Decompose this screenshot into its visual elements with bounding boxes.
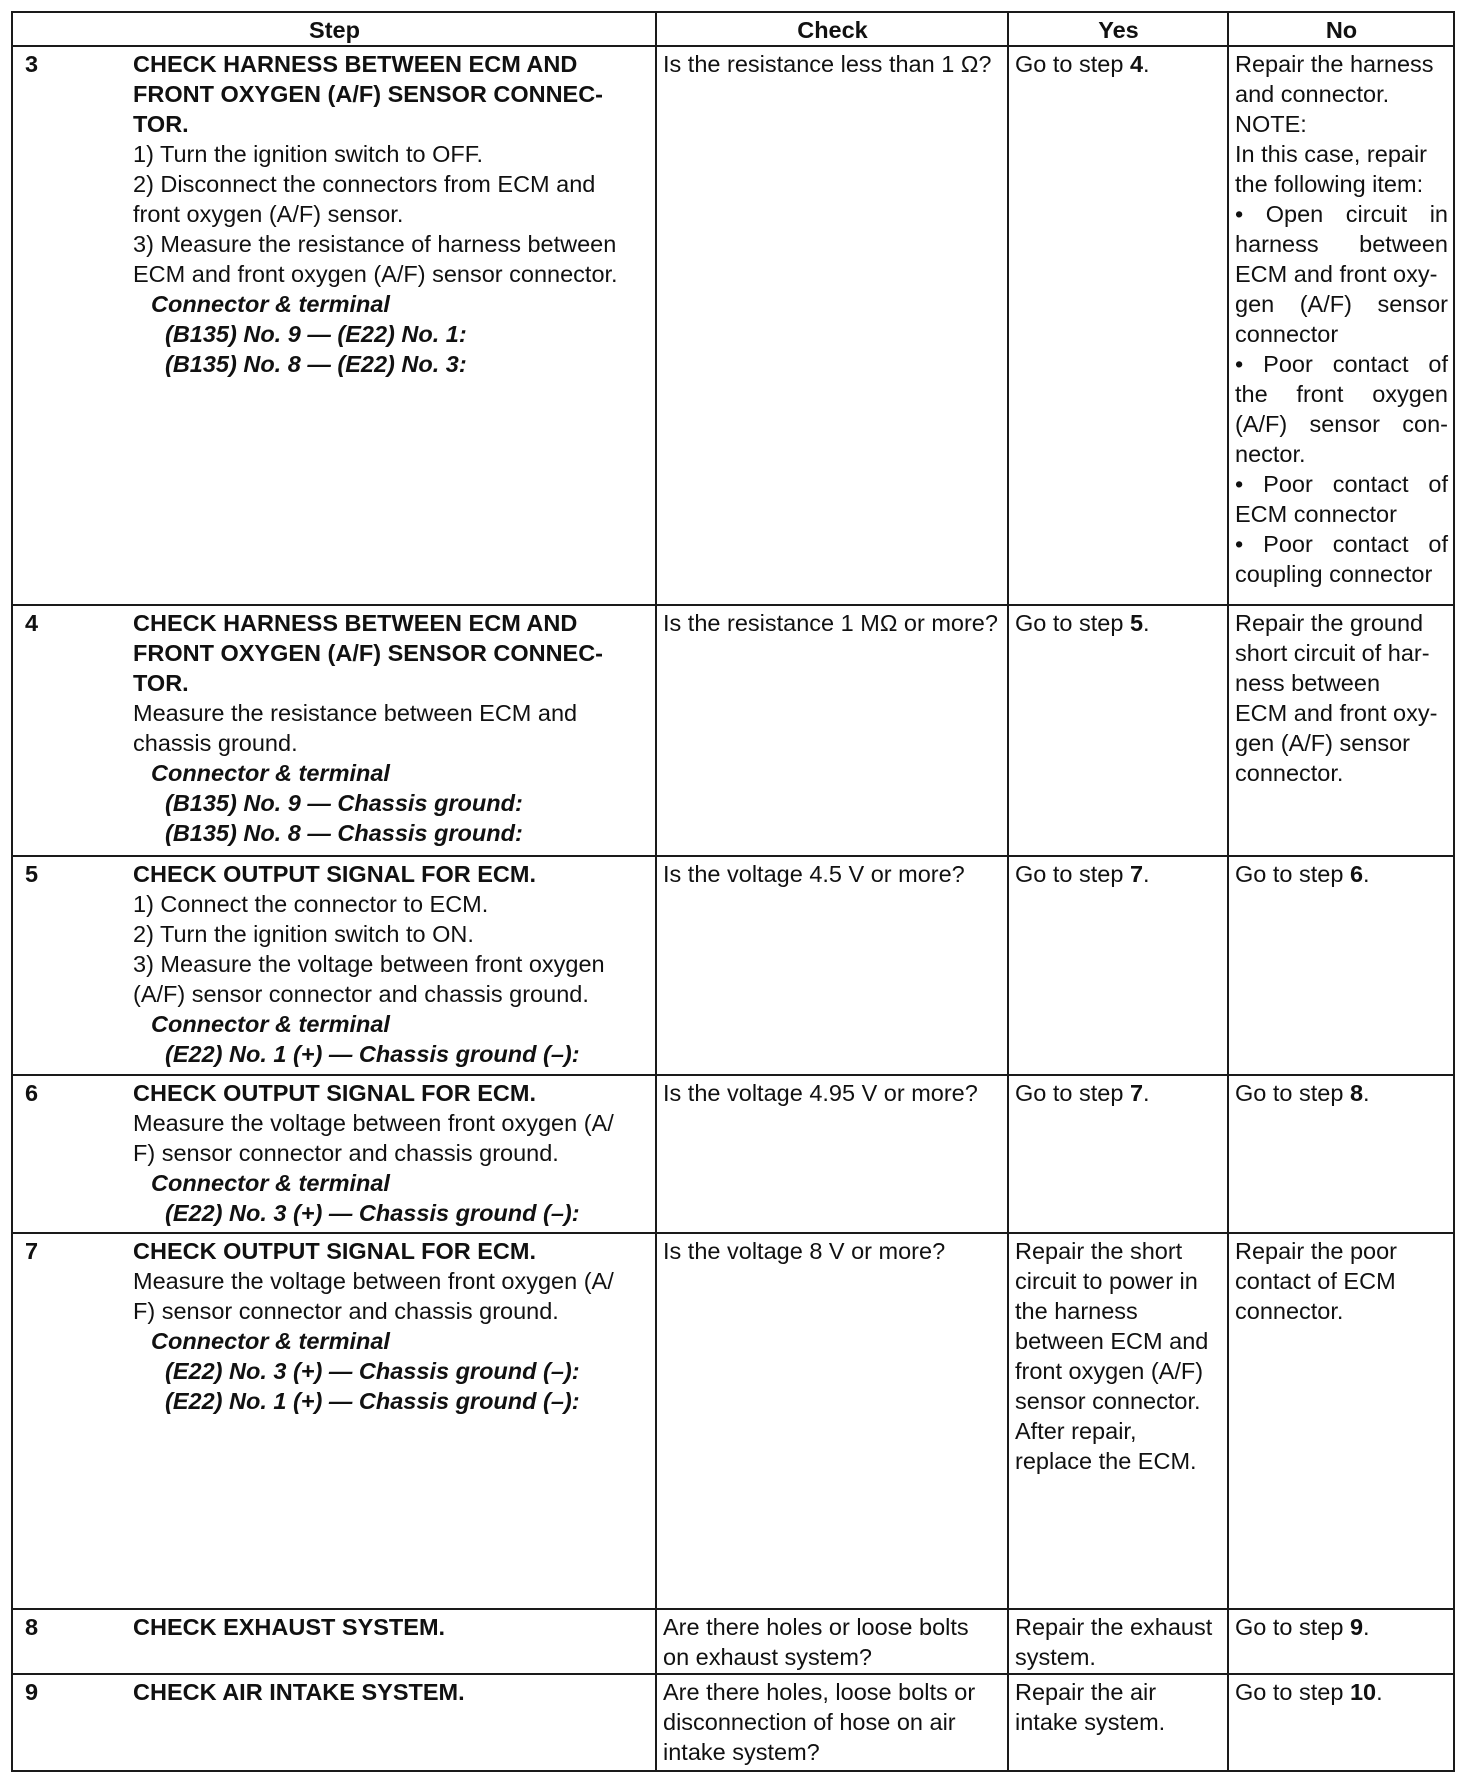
- table-row: [12, 46, 1454, 605]
- step-instruction: ECM and front oxygen (A/F) sensor connector.: [133, 261, 618, 287]
- step-cell: [12, 1075, 656, 1233]
- connector-label: Connector & terminal: [151, 1170, 390, 1196]
- step-title: CHECK EXHAUST SYSTEM.: [133, 1614, 446, 1640]
- step-instruction: front oxygen (A/F) sensor.: [133, 201, 404, 227]
- step-number: 4: [25, 610, 39, 636]
- yes-cell: Repair the exhaust system.: [1008, 1609, 1228, 1674]
- no-cell: Repair the poor contact of ECM connector.: [1228, 1233, 1454, 1609]
- yes-step-ref: 7: [1129, 861, 1144, 887]
- step-cell: [12, 1674, 656, 1771]
- table-row: [12, 605, 1454, 856]
- terminal-spec: (E22) No. 3 (+) — Chassis ground (–):: [165, 1358, 580, 1384]
- step-cell: [12, 46, 656, 605]
- diagnostic-table: [11, 11, 1455, 1772]
- no-cell: Go to step 8.: [1228, 1075, 1454, 1233]
- no-step-ref: 10: [1349, 1679, 1377, 1705]
- connector-label: Connector & terminal: [151, 1328, 390, 1354]
- yes-cell: Go to step 7.: [1008, 1075, 1228, 1233]
- step-title: CHECK HARNESS BETWEEN ECM AND: [133, 610, 578, 636]
- header-step: Step: [12, 12, 656, 46]
- connector-label: Connector & terminal: [151, 1011, 390, 1037]
- step-instruction: 3) Measure the resistance of harness between: [133, 231, 617, 257]
- table-row: [12, 1609, 1454, 1674]
- terminal-spec: (E22) No. 3 (+) — Chassis ground (–):: [165, 1200, 580, 1226]
- terminal-spec: (E22) No. 1 (+) — Chassis ground (–):: [165, 1388, 580, 1414]
- no-cell: Go to step 9.: [1228, 1609, 1454, 1674]
- terminal-spec: (B135) No. 9 — Chassis ground:: [165, 790, 523, 816]
- step-instruction: 1) Turn the ignition switch to OFF.: [133, 141, 484, 167]
- yes-step-ref: 7: [1129, 1080, 1144, 1106]
- check-cell: Is the resistance less than 1 Ω?: [656, 46, 1008, 605]
- step-instruction: Measure the resistance between ECM and: [133, 700, 578, 726]
- check-cell: Is the voltage 4.5 V or more?: [656, 856, 1008, 1075]
- step-instruction: 3) Measure the voltage between front oxygen: [133, 951, 605, 977]
- step-number: 3: [25, 51, 39, 77]
- check-cell: Is the voltage 8 V or more?: [656, 1233, 1008, 1609]
- yes-cell: Go to step 7.: [1008, 856, 1228, 1075]
- step-instruction: F) sensor connector and chassis ground.: [133, 1298, 559, 1324]
- step-instruction: F) sensor connector and chassis ground.: [133, 1140, 559, 1166]
- step-number: 9: [25, 1679, 39, 1705]
- step-title: CHECK AIR INTAKE SYSTEM.: [133, 1679, 465, 1705]
- step-instruction: chassis ground.: [133, 730, 298, 756]
- step-number: 6: [25, 1080, 39, 1106]
- check-cell: Are there holes, loose bolts or disconnection of hose on air intake system?: [656, 1674, 1008, 1771]
- step-instruction: Measure the voltage between front oxygen (A/: [133, 1268, 614, 1294]
- no-cell: Go to step 6.: [1228, 856, 1454, 1075]
- step-title: CHECK HARNESS BETWEEN ECM AND: [133, 51, 578, 77]
- step-instruction: 2) Disconnect the connectors from ECM and: [133, 171, 596, 197]
- step-number: 8: [25, 1614, 39, 1640]
- connector-label: Connector & terminal: [151, 291, 390, 317]
- terminal-spec: (B135) No. 8 — (E22) No. 3:: [165, 351, 467, 377]
- step-title: TOR.: [133, 670, 189, 696]
- step-title: FRONT OXYGEN (A/F) SENSOR CONNEC-: [133, 81, 604, 107]
- no-cell: Go to step 10.: [1228, 1674, 1454, 1771]
- step-title: FRONT OXYGEN (A/F) SENSOR CONNEC-: [133, 640, 604, 666]
- step-number: 7: [25, 1238, 39, 1264]
- step-title: CHECK OUTPUT SIGNAL FOR ECM.: [133, 861, 536, 887]
- terminal-spec: (B135) No. 9 — (E22) No. 1:: [165, 321, 467, 347]
- yes-cell: Go to step 4.: [1008, 46, 1228, 605]
- step-cell: [12, 856, 656, 1075]
- step-title: CHECK OUTPUT SIGNAL FOR ECM.: [133, 1080, 536, 1106]
- table-row: [12, 1075, 1454, 1233]
- step-instruction: 1) Connect the connector to ECM.: [133, 891, 489, 917]
- step-instruction: 2) Turn the ignition switch to ON.: [133, 921, 474, 947]
- check-cell: Is the resistance 1 MΩ or more?: [656, 605, 1008, 856]
- header-row: [12, 12, 1454, 46]
- header-yes: Yes: [1008, 12, 1228, 46]
- no-step-ref: 9: [1349, 1614, 1364, 1640]
- terminal-spec: (B135) No. 8 — Chassis ground:: [165, 820, 523, 846]
- step-number: 5: [25, 861, 39, 887]
- table-row: [12, 1674, 1454, 1771]
- step-cell: [12, 1233, 656, 1609]
- no-step-ref: 6: [1349, 861, 1364, 887]
- check-cell: Is the voltage 4.95 V or more?: [656, 1075, 1008, 1233]
- table-row: [12, 856, 1454, 1075]
- step-cell: [12, 1609, 656, 1674]
- step-title: TOR.: [133, 111, 189, 137]
- no-cell: Repair the ground short circuit of har- ness between ECM and front oxy- gen (A/F) sensor connector.: [1228, 605, 1454, 856]
- yes-step-ref: 4: [1129, 51, 1144, 77]
- yes-step-ref: 5: [1129, 610, 1144, 636]
- step-cell: [12, 605, 656, 856]
- connector-label: Connector & terminal: [151, 760, 390, 786]
- check-cell: Are there holes or loose bolts on exhaust system?: [656, 1609, 1008, 1674]
- step-title: CHECK OUTPUT SIGNAL FOR ECM.: [133, 1238, 536, 1264]
- yes-cell: Go to step 5.: [1008, 605, 1228, 856]
- terminal-spec: (E22) No. 1 (+) — Chassis ground (–):: [165, 1041, 580, 1067]
- no-step-ref: 8: [1349, 1080, 1364, 1106]
- step-instruction: (A/F) sensor connector and chassis ground.: [133, 981, 589, 1007]
- table-row: [12, 1233, 1454, 1609]
- header-check: Check: [656, 12, 1008, 46]
- yes-cell: Repair the short circuit to power in the harness between ECM and front oxygen (A/F) sensor connector. After repair, replace the ECM.: [1008, 1233, 1228, 1609]
- yes-cell: Repair the air intake system.: [1008, 1674, 1228, 1771]
- no-cell: Repair the harness and connector. NOTE: In this case, repair the following item: • Open circuit in harness between ECM and front oxy- gen (A/F) sensor connector • Poor contact of the front oxygen (A/F) sensor con- nector. • Poor contact of ECM connector • Poor contact of coupling connector: [1228, 46, 1454, 605]
- step-instruction: Measure the voltage between front oxygen (A/: [133, 1110, 614, 1136]
- header-no: No: [1228, 12, 1454, 46]
